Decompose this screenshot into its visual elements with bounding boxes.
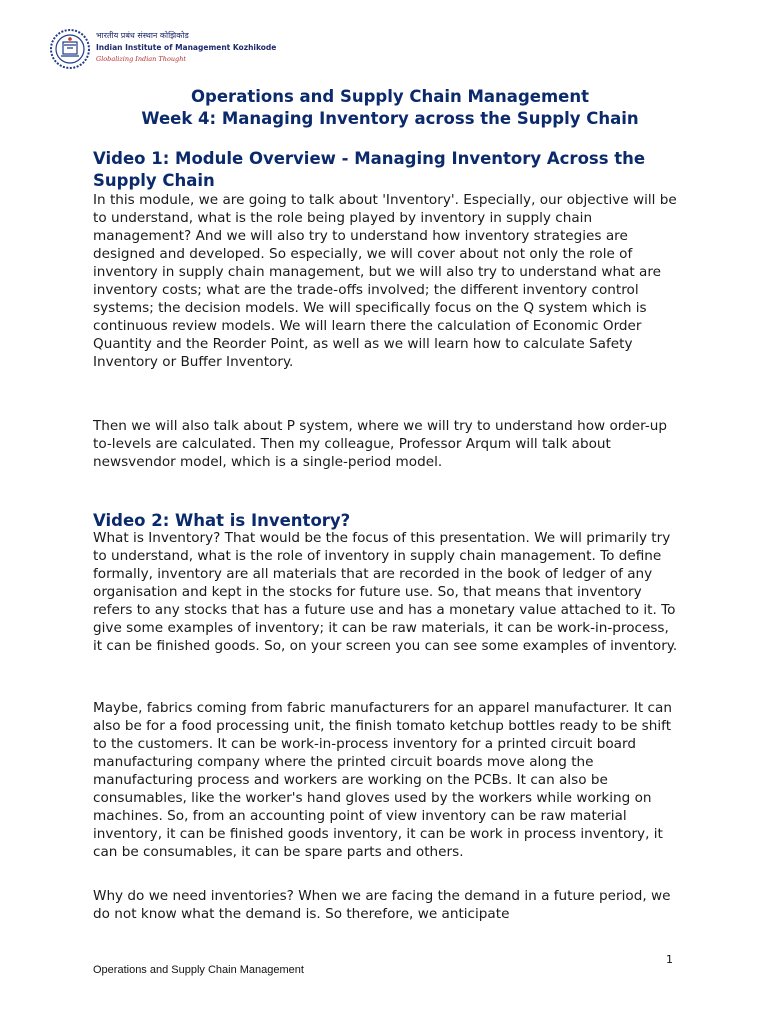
paragraph: What is Inventory? That would be the focus of this presentation. We will primarily try to understand, what is the role of inventory in supply chain management. To define formally, inventory are all materials that are recorded in the book of ledger of any organisation and kept in the stocks for future use. So, that means that inventory refers to any stocks that has a future use and has a monetary value attached to it. To give some examples of inventory; it can be raw materials, it can be work-in-process, it can be finished goods. So, on your screen you can see some examples of inventory. [93,530,678,654]
paragraph: In this module, we are going to talk about 'Inventory'. Especially, our objective will be to understand, what is the role being played by inventory in supply chain management? And we will also try to understand how inventory strategies are designed and developed. So especially, we will cover about not only the role of inventory in supply chain management, but we will also try to understand what are inventory costs; what are the trade-offs involved; the different inventory control systems; the decision models. We will specifically focus on the Q system which is continuous review models. We will learn there the calculation of Economic Order Quantity and the Reorder Point, as well as we will learn how to calculate Safety Inventory or Buffer Inventory. [93,192,677,370]
iim-kozhikode-logo-icon [49,28,91,70]
page-number: 1 [666,953,673,966]
week-title: Week 4: Managing Inventory across the Supply Chain [141,109,639,128]
section-heading-video-2: Video 2: What is Inventory? [93,511,351,530]
institute-header [49,22,349,74]
course-title: Operations and Supply Chain Management [191,87,589,106]
institute-name: Indian Institute of Management Kozhikode [96,43,277,52]
document-title [80,86,700,130]
section-heading-video-1: Video 1: Module Overview - Managing Inventory Across the Supply Chain [93,149,646,190]
institute-name-hindi: भारतीय प्रबंध संस्थान कोझिकोड [96,31,189,40]
paragraph: Then we will also talk about P system, where we will try to understand how order-up to-levels are calculated. Then my colleague, Professor Arqum will talk about newsvendor model, which is a single-period model. [93,418,668,470]
institute-tagline: Globalizing Indian Thought [96,55,186,63]
paragraph: Maybe, fabrics coming from fabric manufacturers for an apparel manufacturer. It can also be for a food processing unit, the finish tomato ketchup bottles ready to be shift to the customers. It can be work-in-process inventory for a printed circuit board manufacturing company where the printed circuit boards move along the manufacturing process and workers are working on the PCBs. It can also be consumables, like the worker's hand gloves used by the workers while working on machines. So, from an accounting point of view inventory can be raw material inventory, it can be finished goods inventory, it can be work in process inventory, it can be consumables, it can be spare parts and others. [93,700,672,860]
page-footer: Operations and Supply Chain Management [93,964,304,976]
paragraph: Why do we need inventories? When we are facing the demand in a future period, we do not know what the demand is. So therefore, we anticipate [93,888,671,922]
